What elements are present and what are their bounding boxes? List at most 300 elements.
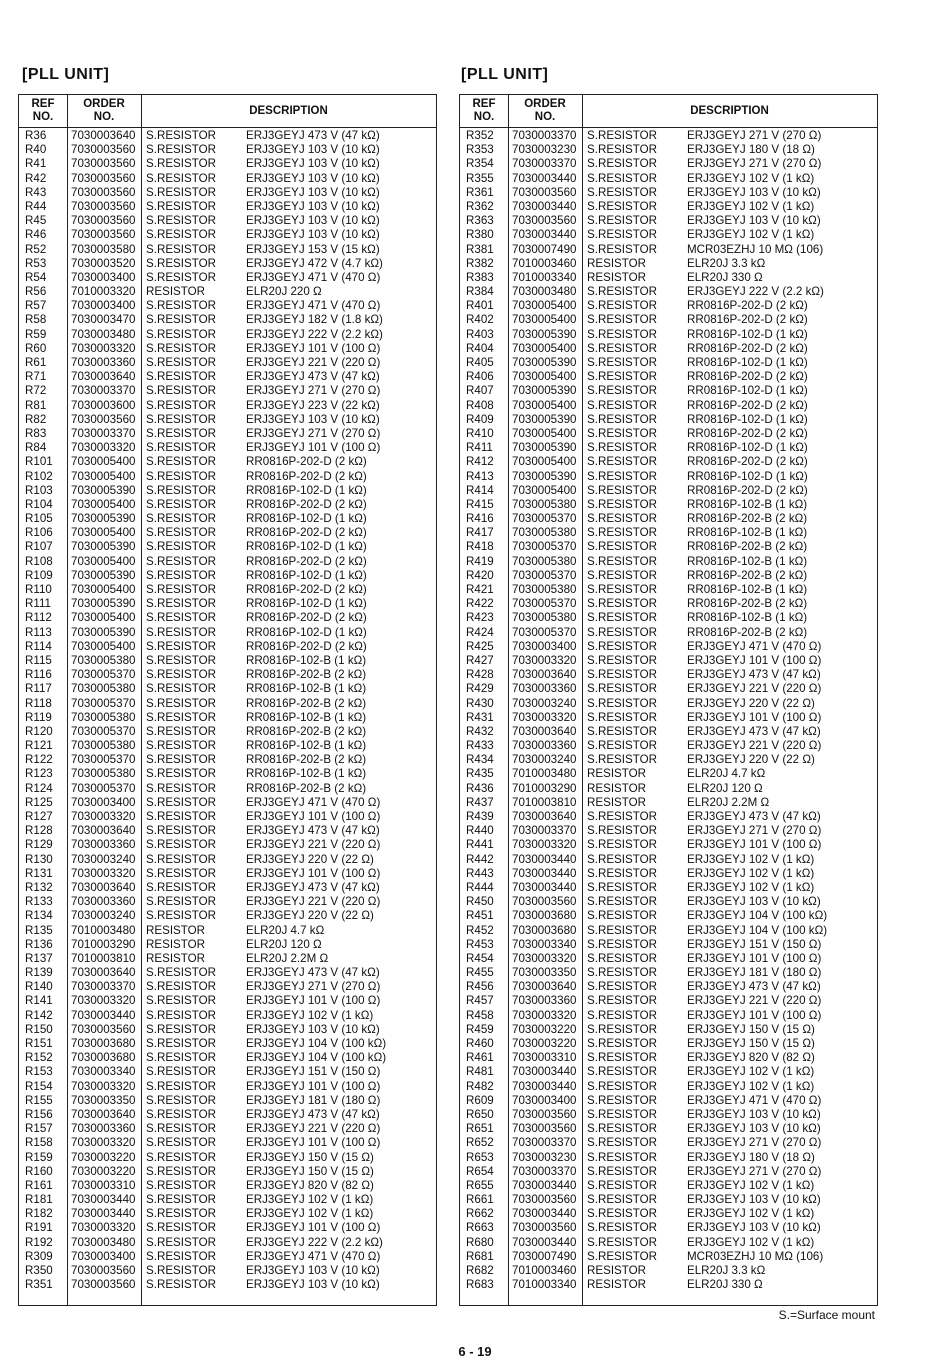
ref-no: R451 — [466, 909, 494, 923]
table-row — [460, 1136, 877, 1150]
part-description: RR0816P-202-B (2 kΩ) — [687, 625, 808, 639]
ref-no: R158 — [25, 1136, 53, 1150]
ref-no: R437 — [466, 795, 494, 809]
ref-no: R652 — [466, 1136, 494, 1150]
part-description: ERJ3GEYJ 101 V (100 Ω) — [246, 994, 381, 1008]
order-no: 7030003640 — [71, 824, 136, 838]
part-type: S.RESISTOR — [146, 398, 217, 412]
ref-no: R115 — [25, 653, 52, 667]
table-row — [460, 597, 877, 611]
part-type: S.RESISTOR — [587, 356, 658, 369]
part-description: ERJ3GEYJ 473 V (47 kΩ) — [246, 1107, 380, 1121]
order-no: 7030005370 — [71, 724, 136, 738]
table-row — [19, 994, 436, 1008]
part-type: RESISTOR — [146, 923, 206, 937]
order-no: 7030003560 — [512, 214, 577, 228]
part-type: S.RESISTOR — [587, 866, 658, 880]
ref-no: R456 — [466, 980, 494, 994]
order-no: 7030005400 — [512, 398, 577, 412]
order-no: 7030005400 — [512, 426, 577, 440]
part-description: RR0816P-102-D (1 kΩ) — [246, 568, 367, 582]
order-no: 7030005400 — [71, 639, 136, 653]
ref-no: R129 — [25, 838, 53, 852]
page-number: 6 - 19 — [458, 1344, 492, 1359]
table-row — [460, 1094, 877, 1108]
ref-no: R420 — [466, 568, 494, 582]
ref-no: R42 — [25, 171, 47, 185]
order-no: 7030003440 — [512, 1079, 577, 1093]
ref-no: R682 — [466, 1264, 494, 1277]
order-no: 7030005400 — [71, 611, 136, 625]
table-row — [19, 725, 436, 739]
table-row — [19, 824, 436, 838]
part-type: S.RESISTOR — [146, 909, 217, 923]
order-no: 7030005380 — [71, 653, 136, 667]
table-row — [460, 753, 877, 767]
part-type: S.RESISTOR — [587, 398, 658, 412]
ref-no: R350 — [25, 1264, 53, 1277]
ref-no: R41 — [25, 157, 47, 171]
part-description: RR0816P-102-D (1 kΩ) — [687, 384, 808, 398]
part-type: S.RESISTOR — [587, 937, 658, 951]
table-row — [19, 867, 436, 881]
order-no: 7030005400 — [512, 483, 577, 497]
ref-no: R402 — [466, 313, 494, 327]
ref-no: R104 — [25, 497, 53, 511]
ref-no: R155 — [25, 1093, 53, 1107]
order-no: 7010003340 — [512, 270, 577, 284]
part-description: ERJ3GEYJ 221 V (220 Ω) — [246, 895, 381, 909]
ref-no: R134 — [25, 909, 53, 923]
part-description: ERJ3GEYJ 221 V (220 Ω) — [246, 356, 381, 369]
table-row — [460, 739, 877, 753]
part-description: ERJ3GEYJ 473 V (47 kΩ) — [246, 824, 380, 838]
part-type: S.RESISTOR — [146, 1122, 217, 1136]
part-type: S.RESISTOR — [587, 285, 658, 299]
ref-no: R118 — [25, 696, 52, 710]
ref-no: R101 — [25, 455, 53, 469]
table-row — [460, 938, 877, 952]
part-description: ERJ3GEYJ 103 V (10 kΩ) — [246, 412, 380, 426]
table-row — [460, 356, 877, 370]
part-description: RR0816P-102-B (1 kΩ) — [246, 682, 367, 696]
order-no: 7030003440 — [71, 1008, 136, 1022]
part-type: RESISTOR — [146, 285, 206, 299]
table-row — [19, 895, 436, 909]
order-no: 7030005370 — [512, 597, 577, 611]
ref-no: R83 — [25, 426, 47, 440]
part-description: RR0816P-202-D (2 kΩ) — [246, 583, 367, 596]
part-description: RR0816P-102-B (1 kΩ) — [687, 554, 808, 568]
part-type: S.RESISTOR — [587, 540, 658, 554]
order-no: 7030003340 — [512, 937, 577, 951]
table-row — [460, 1009, 877, 1023]
part-type: S.RESISTOR — [146, 653, 217, 667]
part-type: S.RESISTOR — [146, 824, 217, 838]
part-description: ERJ3GEYJ 150 V (15 Ω) — [246, 1164, 374, 1178]
table-row — [460, 994, 877, 1008]
order-no: 7030003360 — [512, 994, 577, 1008]
order-no: 7030003440 — [512, 199, 577, 213]
part-type: S.RESISTOR — [146, 129, 217, 142]
table-row — [460, 1108, 877, 1122]
part-description: ELR20J 330 Ω — [687, 270, 763, 284]
table-row — [460, 810, 877, 824]
table-row — [19, 540, 436, 554]
order-no: 7030005390 — [512, 356, 577, 369]
ref-no: R412 — [466, 455, 494, 469]
order-no: 7030005390 — [71, 597, 136, 611]
order-no: 7030003440 — [512, 866, 577, 880]
part-type: RESISTOR — [587, 767, 647, 781]
table-row — [19, 271, 436, 285]
part-type: S.RESISTOR — [146, 554, 217, 568]
order-no: 7030005390 — [512, 327, 577, 341]
part-type: S.RESISTOR — [146, 1093, 217, 1107]
part-type: S.RESISTOR — [587, 327, 658, 341]
order-no: 7030005400 — [71, 455, 136, 469]
order-no: 7030005400 — [71, 526, 136, 540]
table-row — [460, 413, 877, 427]
ref-no: R422 — [466, 597, 494, 611]
part-description: RR0816P-202-D (2 kΩ) — [246, 554, 367, 568]
table-row — [460, 1236, 877, 1250]
table-row — [19, 753, 436, 767]
table-row — [19, 228, 436, 242]
table-row — [19, 597, 436, 611]
order-no: 7030003560 — [512, 185, 577, 199]
order-no: 7030005400 — [71, 583, 136, 596]
order-no: 7030005370 — [512, 512, 577, 526]
part-description: ERJ3GEYJ 271 V (270 Ω) — [687, 157, 822, 171]
order-no: 7030003370 — [512, 1164, 577, 1178]
order-no: 7030003560 — [512, 895, 577, 909]
order-no: 7030005400 — [512, 455, 577, 469]
table-body — [19, 129, 436, 1292]
ref-no: R52 — [25, 242, 47, 256]
ref-no: R124 — [25, 781, 53, 795]
order-no: 7030003320 — [512, 951, 577, 965]
order-no: 7030003640 — [512, 810, 577, 823]
ref-no: R36 — [25, 129, 47, 142]
order-no: 7030003560 — [512, 1193, 577, 1207]
table-row — [19, 682, 436, 696]
ref-no: R54 — [25, 270, 47, 284]
ref-no: R440 — [466, 824, 494, 838]
part-description: ERJ3GEYJ 101 V (100 Ω) — [687, 838, 822, 852]
table-row — [460, 1165, 877, 1179]
ref-no: R429 — [466, 682, 494, 696]
order-no: 7030005380 — [512, 526, 577, 540]
order-no: 7030003640 — [71, 1107, 136, 1121]
order-no: 7030007490 — [512, 1249, 577, 1263]
order-no: 7030003320 — [71, 441, 136, 455]
part-type: S.RESISTOR — [587, 1164, 658, 1178]
part-type: S.RESISTOR — [146, 1150, 217, 1164]
ref-no: R125 — [25, 795, 53, 809]
part-description: ERJ3GEYJ 151 V (150 Ω) — [246, 1065, 381, 1079]
table-body — [460, 129, 877, 1292]
order-no: 7030003560 — [71, 157, 136, 171]
ref-no: R433 — [466, 739, 494, 753]
ref-no: R108 — [25, 554, 53, 568]
part-type: S.RESISTOR — [587, 696, 658, 710]
table-row — [460, 526, 877, 540]
ref-no: R416 — [466, 512, 494, 526]
table-row — [460, 1065, 877, 1079]
table-row — [19, 370, 436, 384]
part-description: ERJ3GEYJ 221 V (220 Ω) — [687, 739, 822, 753]
ref-no: R403 — [466, 327, 494, 341]
part-type: S.RESISTOR — [146, 668, 217, 682]
part-type: S.RESISTOR — [146, 1079, 217, 1093]
part-description: RR0816P-102-B (1 kΩ) — [687, 583, 808, 596]
part-type: S.RESISTOR — [146, 1264, 217, 1277]
table-row — [460, 782, 877, 796]
table-row — [19, 328, 436, 342]
ref-no: R141 — [25, 994, 53, 1008]
table-row — [460, 1151, 877, 1165]
table-row — [460, 682, 877, 696]
table-row — [19, 512, 436, 526]
order-no: 7030005400 — [71, 469, 136, 483]
part-description: ELR20J 2.2M Ω — [246, 951, 329, 965]
order-no: 7030003480 — [512, 285, 577, 299]
ref-no: R384 — [466, 285, 494, 299]
ref-no: R443 — [466, 866, 494, 880]
ref-no: R150 — [25, 1022, 53, 1036]
part-description: MCR03EZHJ 10 MΩ (106) — [687, 1249, 824, 1263]
table-row — [460, 271, 877, 285]
part-description: ERJ3GEYJ 473 V (47 kΩ) — [246, 129, 380, 142]
order-no: 7010003480 — [512, 767, 577, 781]
table-row — [19, 1094, 436, 1108]
table-row — [19, 342, 436, 356]
order-no: 7030003360 — [512, 739, 577, 753]
table-row — [19, 654, 436, 668]
part-type: S.RESISTOR — [146, 710, 217, 724]
part-description: ELR20J 220 Ω — [246, 285, 322, 299]
part-description: ERJ3GEYJ 103 V (10 kΩ) — [687, 1221, 821, 1235]
part-type: S.RESISTOR — [587, 1235, 658, 1249]
footnote: S.=Surface mount — [778, 1308, 875, 1322]
part-type: S.RESISTOR — [146, 895, 217, 909]
table-row — [19, 498, 436, 512]
ref-no: R424 — [466, 625, 494, 639]
table-row — [460, 441, 877, 455]
order-no: 7030005380 — [512, 497, 577, 511]
ref-no: R405 — [466, 356, 494, 369]
part-type: S.RESISTOR — [587, 1051, 658, 1065]
part-description: ERJ3GEYJ 101 V (100 Ω) — [246, 1136, 381, 1150]
table-row — [19, 1236, 436, 1250]
ref-no: R461 — [466, 1051, 494, 1065]
ref-no: R442 — [466, 852, 494, 866]
part-description: ERJ3GEYJ 102 V (1 kΩ) — [687, 228, 815, 242]
table-row — [460, 257, 877, 271]
table-row — [460, 555, 877, 569]
part-type: S.RESISTOR — [587, 810, 658, 823]
ref-no: R56 — [25, 285, 47, 299]
ref-no: R435 — [466, 767, 494, 781]
ref-no: R408 — [466, 398, 494, 412]
part-description: RR0816P-202-B (2 kΩ) — [687, 597, 808, 611]
table-row — [460, 484, 877, 498]
table-row — [19, 966, 436, 980]
ref-no: R404 — [466, 341, 494, 355]
part-type: S.RESISTOR — [587, 611, 658, 625]
part-description: RR0816P-202-B (2 kΩ) — [246, 753, 367, 767]
part-type: S.RESISTOR — [587, 1122, 658, 1136]
part-description: ERJ3GEYJ 103 V (10 kΩ) — [687, 214, 821, 228]
part-type: S.RESISTOR — [146, 313, 217, 327]
order-no: 7030003440 — [71, 1207, 136, 1221]
part-description: RR0816P-102-B (1 kΩ) — [246, 739, 367, 753]
part-description: ERJ3GEYJ 102 V (1 kΩ) — [687, 1178, 815, 1192]
part-description: RR0816P-102-D (1 kΩ) — [246, 625, 367, 639]
table-row — [460, 1193, 877, 1207]
part-type: S.RESISTOR — [587, 1022, 658, 1036]
order-no: 7030003400 — [512, 1093, 577, 1107]
order-no: 7030003640 — [512, 724, 577, 738]
left-section-title: [PLL UNIT] — [22, 66, 110, 83]
ref-no: R361 — [466, 185, 494, 199]
order-no: 7030005370 — [71, 753, 136, 767]
part-type: S.RESISTOR — [146, 583, 217, 596]
ref-no: R441 — [466, 838, 494, 852]
part-description: ERJ3GEYJ 471 V (470 Ω) — [687, 639, 822, 653]
part-type: S.RESISTOR — [587, 583, 658, 596]
table-row — [19, 1278, 436, 1292]
table-row — [19, 1136, 436, 1150]
part-description: ERJ3GEYJ 103 V (10 kΩ) — [246, 1264, 380, 1277]
header-ref-no: REF NO. — [31, 98, 55, 123]
order-no: 7030003360 — [512, 682, 577, 696]
part-type: S.RESISTOR — [587, 199, 658, 213]
part-description: RR0816P-202-D (2 kΩ) — [687, 299, 808, 313]
table-row — [460, 1122, 877, 1136]
table-row — [19, 143, 436, 157]
table-row — [460, 470, 877, 484]
table-row — [19, 470, 436, 484]
part-description: RR0816P-102-D (1 kΩ) — [246, 597, 367, 611]
part-type: S.RESISTOR — [146, 256, 217, 270]
part-description: ERJ3GEYJ 180 V (18 Ω) — [687, 143, 815, 157]
order-no: 7030005370 — [512, 625, 577, 639]
part-type: S.RESISTOR — [587, 838, 658, 852]
table-header — [19, 95, 436, 128]
order-no: 7030003320 — [512, 1008, 577, 1022]
part-description: ERJ3GEYJ 182 V (1.8 kΩ) — [246, 313, 383, 327]
table-row — [19, 853, 436, 867]
part-type: S.RESISTOR — [587, 568, 658, 582]
order-no: 7030007490 — [512, 242, 577, 256]
part-description: ERJ3GEYJ 104 V (100 kΩ) — [687, 923, 828, 937]
part-type: S.RESISTOR — [146, 157, 217, 171]
ref-no: R159 — [25, 1150, 53, 1164]
ref-no: R106 — [25, 526, 53, 540]
order-no: 7030003370 — [71, 426, 136, 440]
table-row — [460, 1221, 877, 1235]
order-no: 7030003680 — [71, 1051, 136, 1065]
part-description: ERJ3GEYJ 104 V (100 kΩ) — [246, 1051, 387, 1065]
part-type: S.RESISTOR — [587, 994, 658, 1008]
ref-no: R111 — [25, 597, 51, 611]
order-no: 7030005400 — [71, 497, 136, 511]
order-no: 7030003640 — [71, 880, 136, 894]
table-row — [460, 668, 877, 682]
part-type: RESISTOR — [146, 937, 206, 951]
table-row — [19, 810, 436, 824]
ref-no: R428 — [466, 668, 494, 682]
part-description: ERJ3GEYJ 181 V (180 Ω) — [687, 966, 822, 980]
order-no: 7030003320 — [512, 838, 577, 852]
part-description: ERJ3GEYJ 104 V (100 kΩ) — [246, 1037, 387, 1050]
order-no: 7030003560 — [71, 171, 136, 185]
part-description: ERJ3GEYJ 473 V (47 kΩ) — [687, 724, 821, 738]
table-row — [460, 626, 877, 640]
ref-no: R127 — [25, 810, 53, 823]
ref-no: R117 — [25, 682, 52, 696]
part-description: ERJ3GEYJ 103 V (10 kΩ) — [687, 895, 821, 909]
ref-no: R132 — [25, 880, 53, 894]
table-row — [19, 640, 436, 654]
part-type: S.RESISTOR — [146, 838, 217, 852]
order-no: 7030003220 — [71, 1164, 136, 1178]
ref-no: R153 — [25, 1065, 53, 1079]
part-type: S.RESISTOR — [146, 1164, 217, 1178]
table-row — [19, 356, 436, 370]
table-row — [19, 157, 436, 171]
order-no: 7030005390 — [71, 512, 136, 526]
part-type: S.RESISTOR — [146, 1051, 217, 1065]
ref-no: R60 — [25, 341, 47, 355]
ref-no: R46 — [25, 228, 47, 242]
part-description: RR0816P-102-D (1 kΩ) — [687, 327, 808, 341]
table-row — [460, 583, 877, 597]
ref-no: R139 — [25, 966, 53, 980]
part-description: ELR20J 330 Ω — [687, 1278, 763, 1292]
part-type: S.RESISTOR — [587, 370, 658, 384]
table-row — [460, 824, 877, 838]
order-no: 7030005400 — [512, 341, 577, 355]
right-parts-table — [459, 94, 878, 1306]
table-row — [460, 640, 877, 654]
part-description: ERJ3GEYJ 103 V (10 kΩ) — [246, 1022, 380, 1036]
ref-no: R436 — [466, 781, 494, 795]
table-row — [19, 626, 436, 640]
ref-no: R382 — [466, 256, 494, 270]
part-type: S.RESISTOR — [146, 1065, 217, 1079]
order-no: 7030003560 — [71, 199, 136, 213]
order-no: 7030003340 — [71, 1065, 136, 1079]
table-row — [19, 455, 436, 469]
part-type: S.RESISTOR — [146, 512, 217, 526]
part-description: ERJ3GEYJ 103 V (10 kΩ) — [687, 185, 821, 199]
ref-no: R419 — [466, 554, 494, 568]
table-row — [460, 228, 877, 242]
table-row — [460, 384, 877, 398]
ref-no: R421 — [466, 583, 494, 596]
part-description: ERJ3GEYJ 220 V (22 Ω) — [687, 696, 815, 710]
table-row — [460, 399, 877, 413]
part-description: RR0816P-202-D (2 kΩ) — [687, 455, 808, 469]
part-type: S.RESISTOR — [587, 455, 658, 469]
header-order-no: ORDER NO. — [83, 98, 125, 123]
part-description: RR0816P-102-D (1 kΩ) — [687, 469, 808, 483]
part-type: S.RESISTOR — [587, 1093, 658, 1107]
ref-no: R655 — [466, 1178, 494, 1192]
